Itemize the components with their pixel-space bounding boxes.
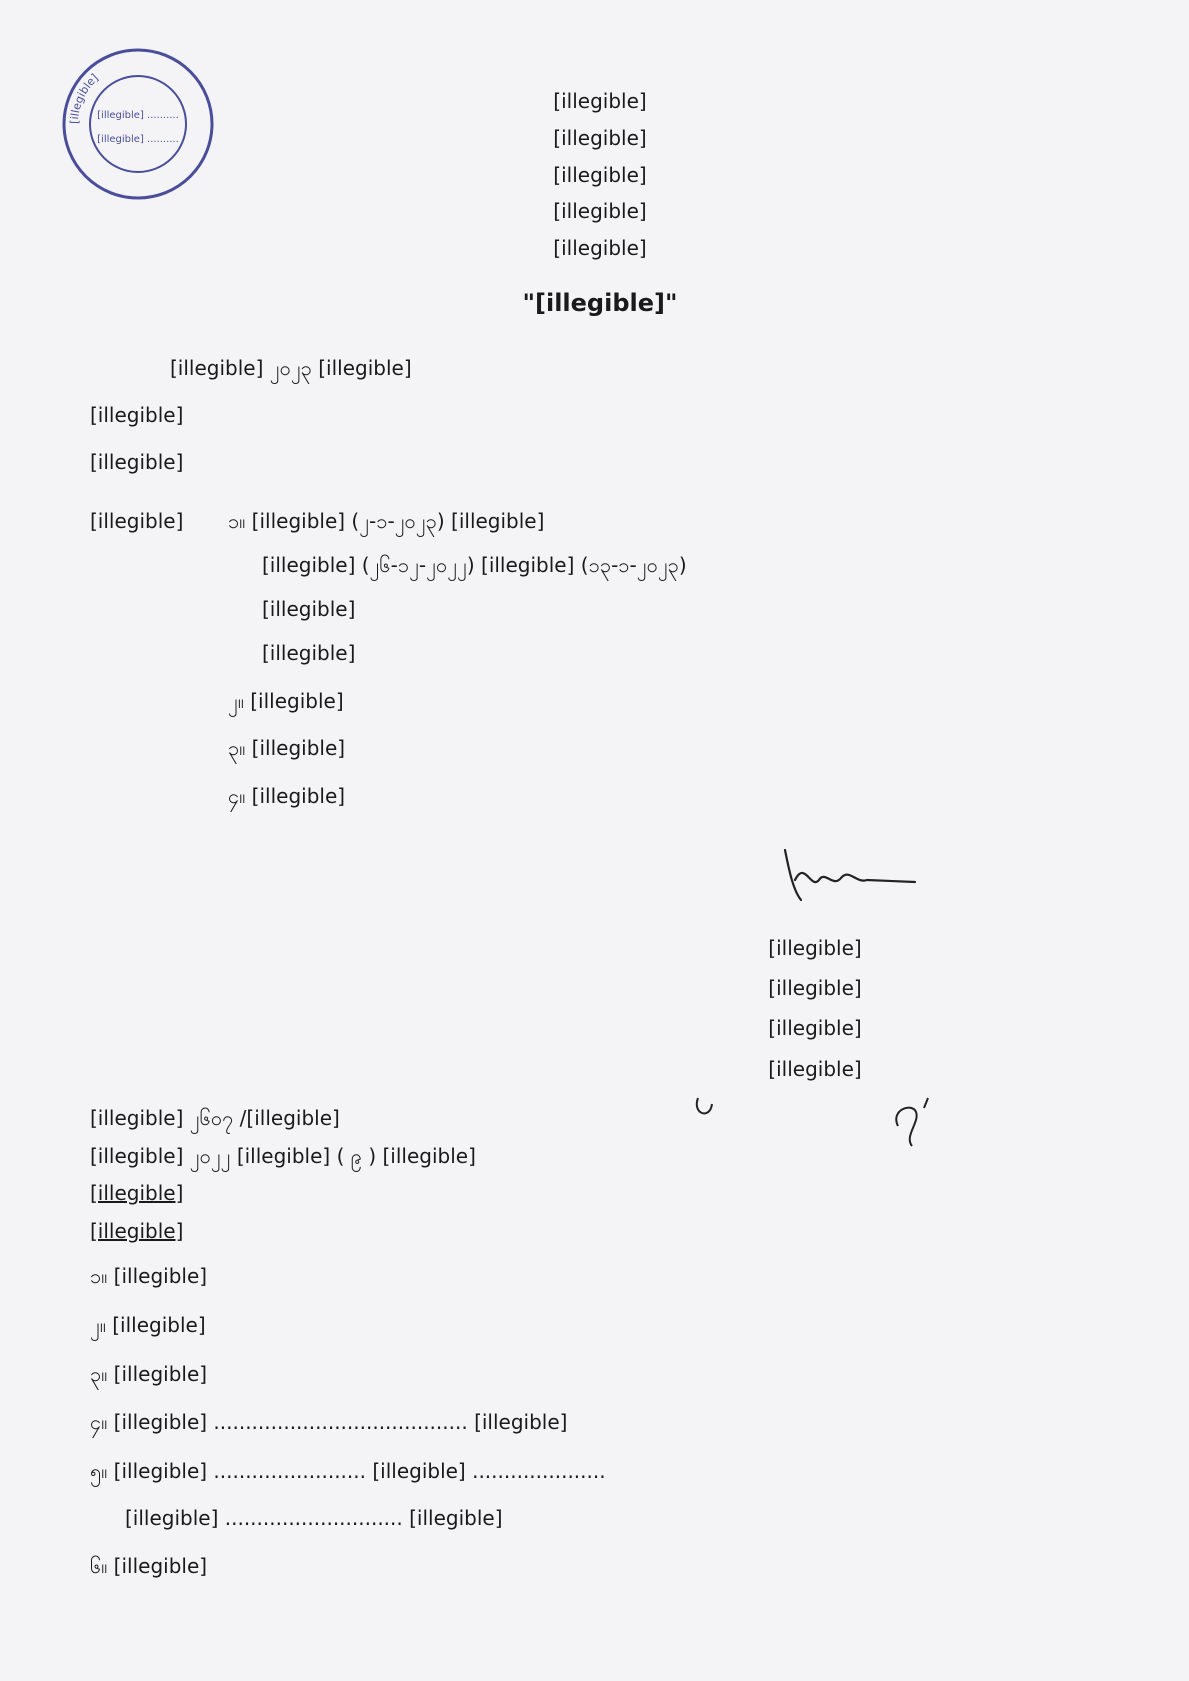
distribution-item-5-line-2: [illegible] ............................ [illegible] bbox=[125, 1506, 503, 1530]
distribution-heading-1: [illegible] bbox=[90, 1181, 184, 1205]
distribution-item-5-line-1: ၅။ [illegible] ........................ [illegible] ..................... bbox=[90, 1459, 606, 1483]
distribution-heading-2: [illegible] bbox=[90, 1219, 184, 1243]
distribution-item-4: ၄။ [illegible] ........................................ [illegible] bbox=[90, 1410, 568, 1434]
distribution-item-2: ၂။ [illegible] bbox=[90, 1313, 206, 1337]
letter-number: [illegible] ၂၆၀၇ /[illegible] bbox=[90, 1106, 340, 1130]
svg-text:[illegible] bbox=[68, 71, 101, 124]
note-item-1-line-1: ၁။ [illegible] (၂-၁-၂၀၂၃) [illegible] bbox=[228, 509, 545, 533]
notice-title: "[illegible]" bbox=[522, 289, 678, 317]
note-item-4: ၄။ [illegible] bbox=[228, 784, 346, 808]
body-line-3: [illegible] bbox=[90, 450, 184, 474]
initials-scribble-icon bbox=[690, 1080, 950, 1150]
letter-date: [illegible] ၂၀၂၂ [illegible] ( ၉ ) [illegible] bbox=[90, 1144, 476, 1168]
header-line-3: [illegible] bbox=[553, 163, 647, 187]
seal-ring-text: [illegible] bbox=[67, 71, 101, 125]
header-line-1: [illegible] bbox=[553, 89, 647, 113]
seal-inner-line-1: [illegible] .......... bbox=[97, 110, 179, 121]
note-item-1-line-2: [illegible] (၂၆-၁၂-၂၀၂၂) [illegible] (၁၃-၁-၂၀၂၃) bbox=[262, 553, 687, 577]
note-item-1-line-3: [illegible] bbox=[262, 597, 356, 621]
signature-scribble-icon bbox=[775, 840, 925, 910]
signatory-title: [illegible] bbox=[768, 976, 862, 1000]
seal-stamp-icon bbox=[58, 44, 218, 204]
body-line-2: [illegible] bbox=[90, 403, 184, 427]
header-line-2: [illegible] bbox=[553, 126, 647, 150]
header-line-4: [illegible] bbox=[553, 199, 647, 223]
official-seal bbox=[58, 44, 218, 204]
distribution-item-3: ၃။ [illegible] bbox=[90, 1362, 208, 1386]
body-line-1: [illegible] ၂၀၂၃ [illegible] bbox=[170, 356, 412, 380]
handwritten-initials bbox=[690, 1080, 950, 1150]
signatory-city: [illegible] bbox=[768, 1057, 862, 1081]
signatory-office: [illegible] bbox=[768, 1016, 862, 1040]
seal-inner-line-2: [illegible] .......... bbox=[97, 134, 179, 145]
signature bbox=[775, 840, 925, 910]
signatory-name: [illegible] bbox=[768, 936, 862, 960]
note-item-1-line-4: [illegible] bbox=[262, 641, 356, 665]
note-item-3: ၃။ [illegible] bbox=[228, 736, 346, 760]
header-line-5: [illegible] bbox=[553, 236, 647, 260]
distribution-item-6: ၆။ [illegible] bbox=[90, 1554, 208, 1578]
distribution-item-1: ၁။ [illegible] bbox=[90, 1264, 208, 1288]
notes-label: [illegible] bbox=[90, 509, 184, 533]
note-item-2: ၂။ [illegible] bbox=[228, 689, 344, 713]
